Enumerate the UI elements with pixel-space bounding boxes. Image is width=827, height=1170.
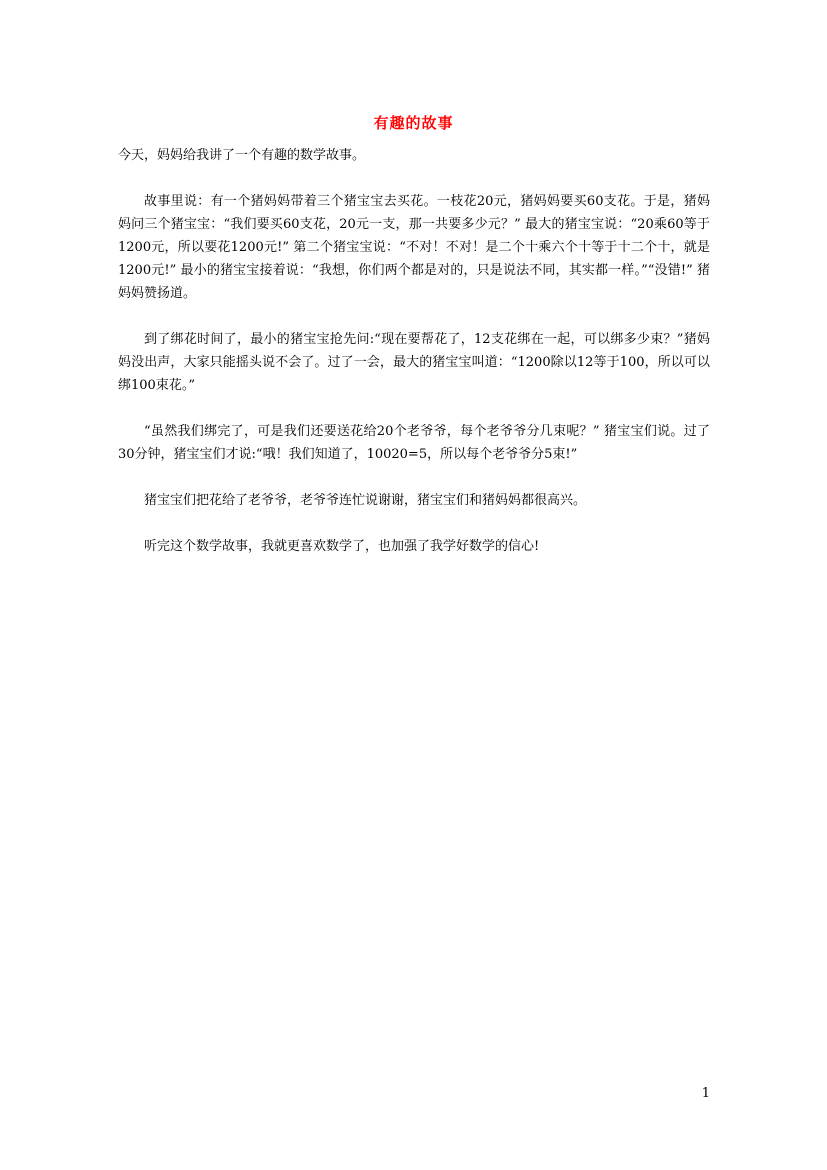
paragraph-story-buying: 故事里说：有一个猪妈妈带着三个猪宝宝去买花。一枝花20元，猪妈妈要买60支花。于是，猪妈妈问三个猪宝宝：“我们要买60支花，20元一支，那一共要多少元？” 最大的猪宝宝说：“20乘60等于1200元，所以要花1200元!” 第二个猪宝宝说：“不对！不对！是二个十乘六个十等于十二个十，就是1200元!” 最小的猪宝宝接着说：“我想，你们两个都是对的，只是说法不同，其实都一样。”“没错!” 猪妈妈赞扬道。	[118, 194, 710, 301]
paragraph-intro: 今天，妈妈给我讲了一个有趣的数学故事。	[118, 148, 366, 163]
paragraph-story-sharing: “虽然我们绑完了，可是我们还要送花给20个老爷爷，每个老爷爷分几束呢？” 猪宝宝们说。过了30分钟，猪宝宝们才说:“哦！我们知道了，10020=5，所以每个老爷爷分5束!”	[118, 424, 710, 462]
document-body	[118, 144, 710, 581]
paragraph-story-bundling: 到了绑花时间了，最小的猪宝宝抢先问:“现在要帮花了，12支花绑在一起，可以绑多少束？”猪妈妈没出声，大家只能摇头说不会了。过了一会，最大的猪宝宝叫道：“1200除以12等于100，所以可以绑100束花。”	[118, 332, 710, 393]
document-title: 有趣的故事	[373, 114, 454, 132]
page-number: 1	[701, 1086, 710, 1101]
paragraph-story-ending: 猪宝宝们把花给了老爷爷，老爷爷连忙说谢谢，猪宝宝们和猪妈妈都很高兴。	[144, 493, 587, 508]
paragraph-conclusion: 听完这个数学故事，我就更喜欢数学了，也加强了我学好数学的信心!	[144, 539, 540, 554]
